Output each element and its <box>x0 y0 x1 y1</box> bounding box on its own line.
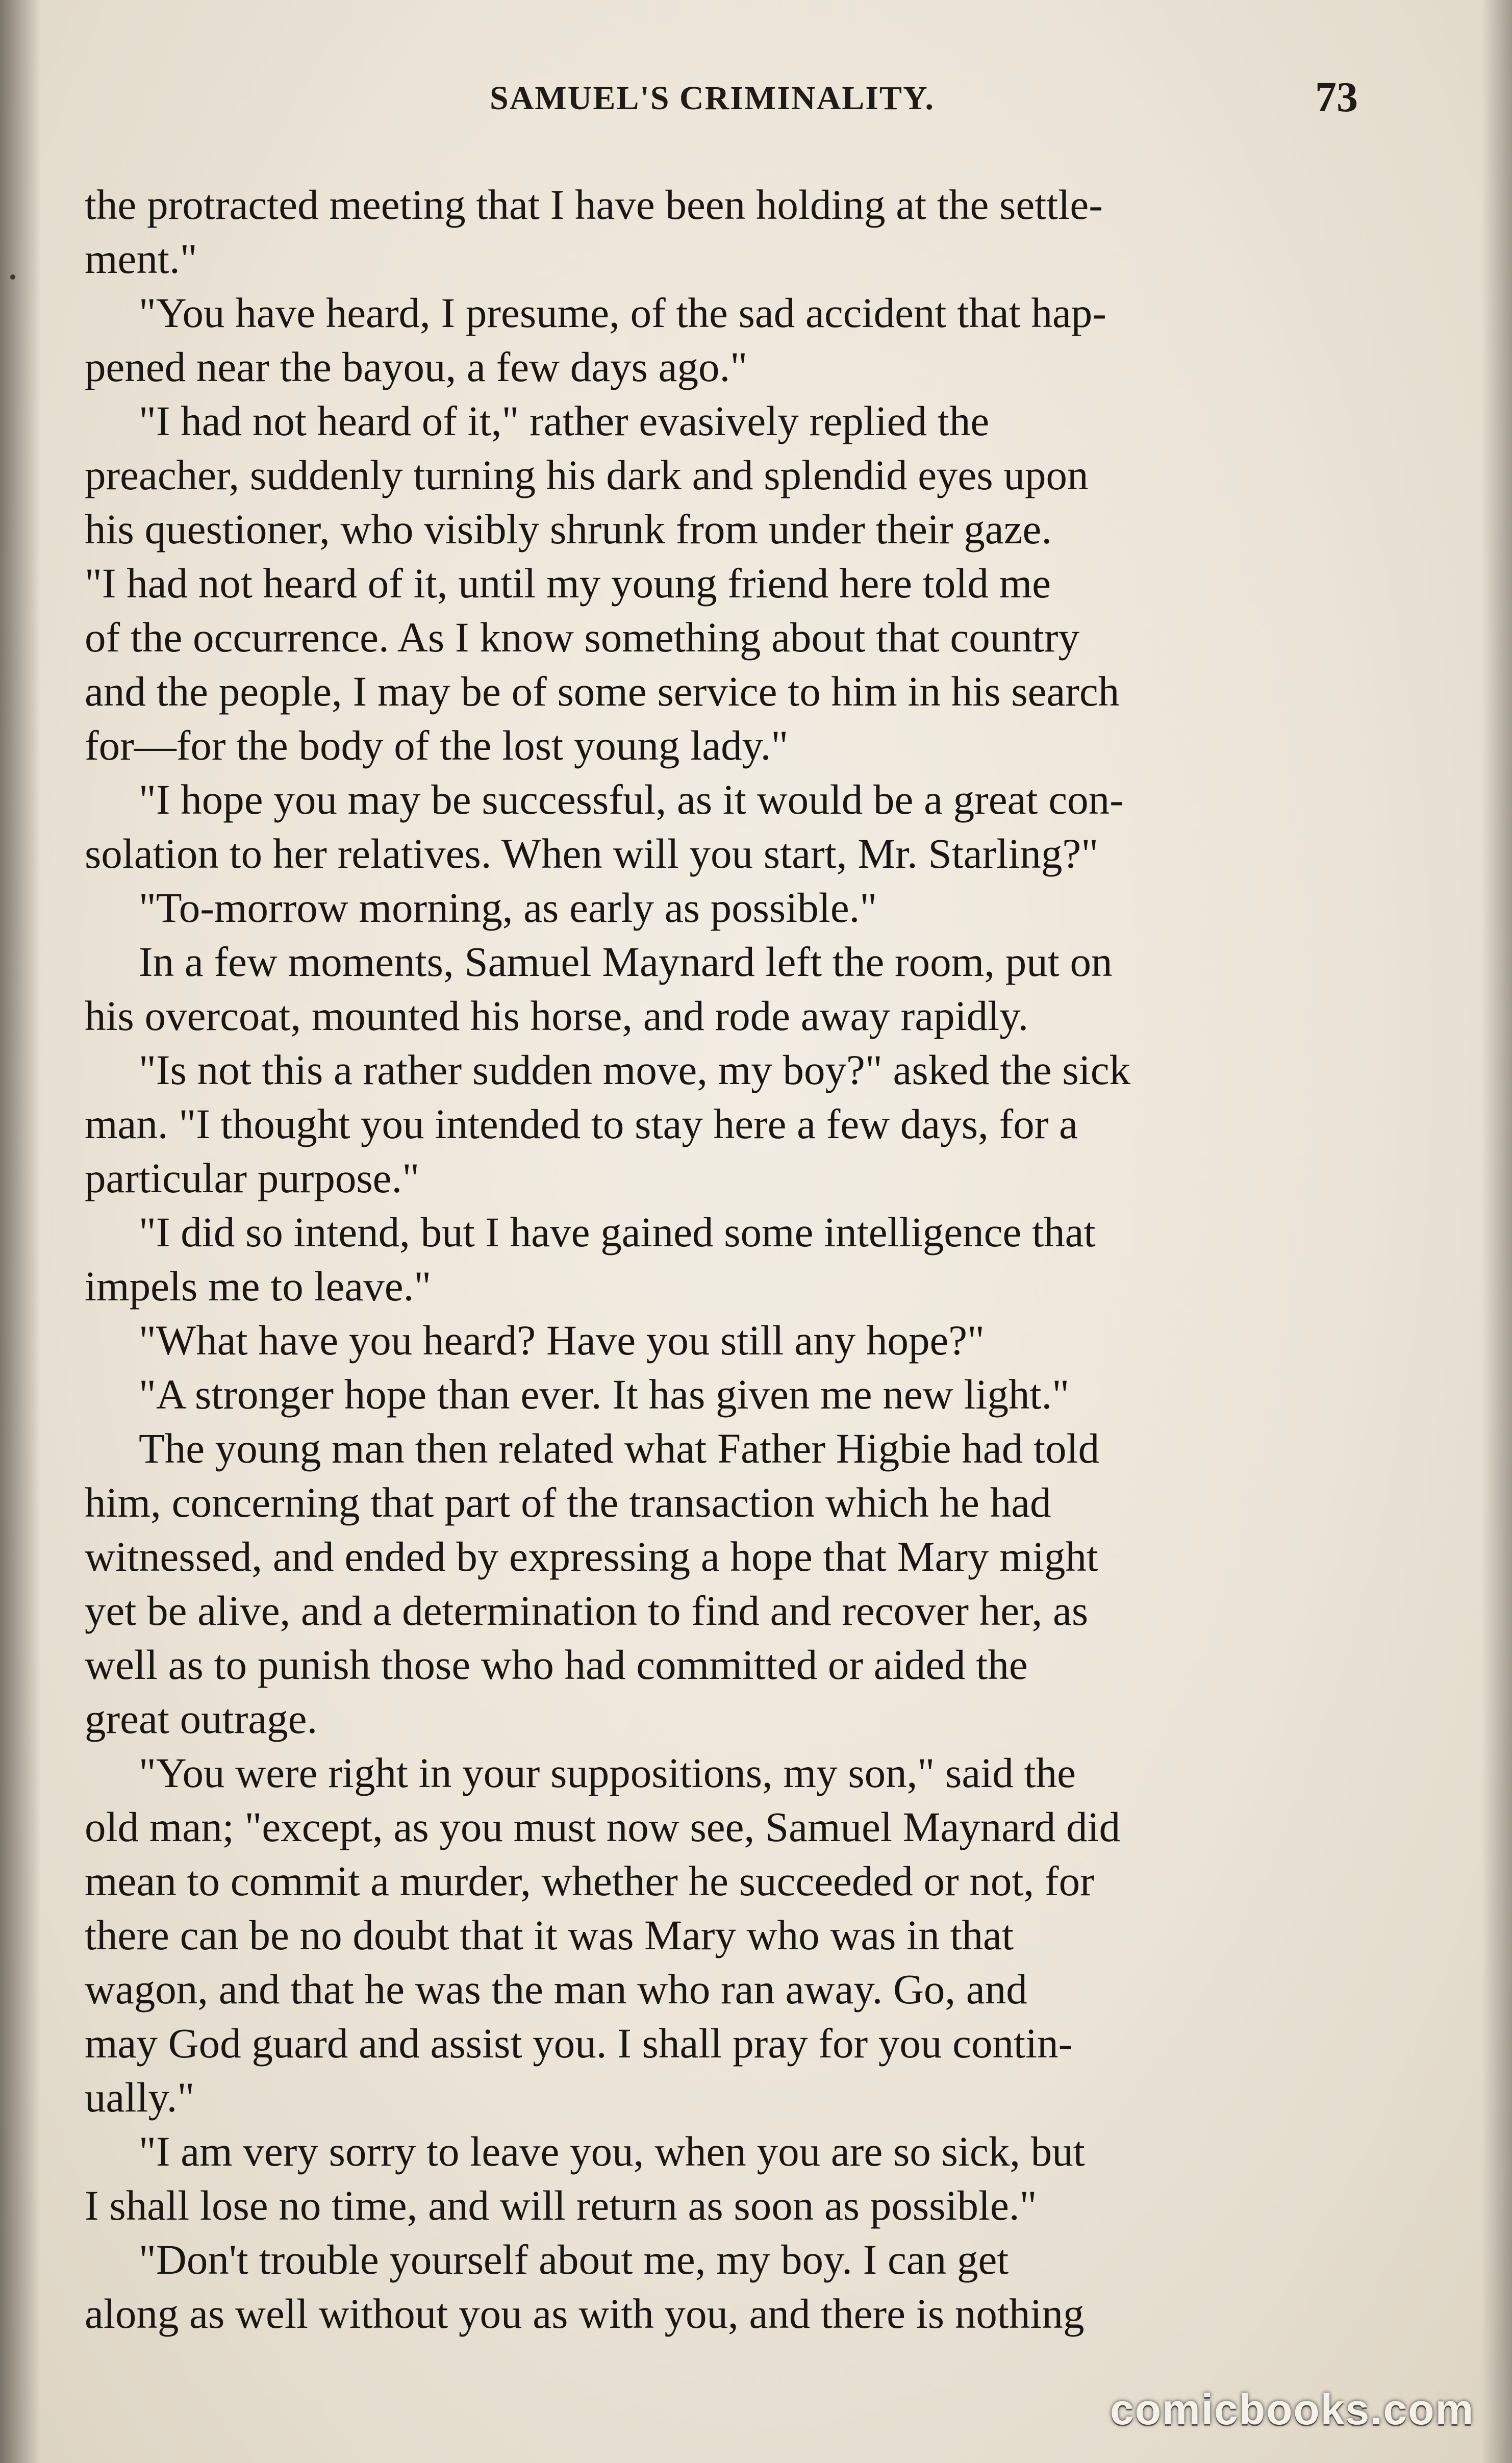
page-number: 73 <box>1315 73 1358 121</box>
body-line: of the occurrence. As I know something about that country <box>85 614 1079 661</box>
body-line: solation to her relatives. When will you start, Mr. Starling?" <box>85 830 1099 877</box>
ink-spot <box>10 274 15 280</box>
body-line: "What have you heard? Have you still any hope?" <box>139 1317 985 1364</box>
running-head: SAMUEL'S CRIMINALITY. <box>490 80 935 117</box>
body-line: I shall lose no time, and will return as soon as possible." <box>85 2182 1037 2229</box>
body-line: "I had not heard of it, until my young friend here told me <box>85 560 1051 607</box>
body-line: yet be alive, and a determination to find and recover her, as <box>85 1587 1089 1634</box>
body-line: him, concerning that part of the transaction which he had <box>85 1479 1051 1526</box>
body-line: "You were right in your suppositions, my son," said the <box>139 1749 1076 1796</box>
body-line: ually." <box>85 2074 195 2121</box>
body-line: great outrage. <box>85 1695 318 1742</box>
body-line: "I hope you may be successful, as it would be a great con- <box>139 776 1124 823</box>
body-line: well as to punish those who had committed or aided the <box>85 1641 1028 1688</box>
body-line: "I had not heard of it," rather evasively replied the <box>139 397 990 444</box>
body-line: ment." <box>85 235 197 282</box>
watermark: comicbooks.com <box>1110 2385 1475 2433</box>
page-gutter-shadow <box>0 0 41 2463</box>
body-line: for—for the body of the lost young lady." <box>85 722 789 769</box>
body-line: may God guard and assist you. I shall pray for you contin- <box>85 2020 1073 2067</box>
body-line: man. "I thought you intended to stay here a few days, for a <box>85 1100 1078 1147</box>
body-line: "You have heard, I presume, of the sad accident that hap- <box>139 289 1106 336</box>
body-line: his overcoat, mounted his horse, and rode away rapidly. <box>85 992 1029 1039</box>
body-line: "I did so intend, but I have gained some intelligence that <box>139 1209 1096 1255</box>
body-line: In a few moments, Samuel Maynard left the room, put on <box>139 938 1113 985</box>
body-line: old man; "except, as you must now see, Samuel Maynard did <box>85 1803 1121 1850</box>
body-line: "To-morrow morning, as early as possible." <box>139 884 877 931</box>
body-line: and the people, I may be of some service to him in his search <box>85 668 1120 715</box>
body-line: his questioner, who visibly shrunk from under their gaze. <box>85 506 1052 552</box>
body-line: mean to commit a murder, whether he succeeded or not, for <box>85 1857 1094 1904</box>
body-line: The young man then related what Father Higbie had told <box>139 1425 1100 1472</box>
body-line: "Is not this a rather sudden move, my boy?" asked the sick <box>139 1046 1131 1093</box>
body-line: preacher, suddenly turning his dark and splendid eyes upon <box>85 451 1089 498</box>
body-line: the protracted meeting that I have been holding at the settle- <box>85 181 1103 228</box>
body-line: particular purpose." <box>85 1154 420 1201</box>
body-line: along as well without you as with you, and there is nothing <box>85 2290 1085 2337</box>
body-line: pened near the bayou, a few days ago." <box>85 343 748 390</box>
body-line: wagon, and that he was the man who ran away. Go, and <box>85 1966 1027 2013</box>
body-line: "A stronger hope than ever. It has given me new light." <box>139 1371 1070 1418</box>
body-line: there can be no doubt that it was Mary who was in that <box>85 1912 1014 1958</box>
body-line: "I am very sorry to leave you, when you are so sick, but <box>139 2128 1085 2175</box>
body-line: "Don't trouble yourself about me, my boy. I can get <box>139 2236 1009 2283</box>
body-line: witnessed, and ended by expressing a hope that Mary might <box>85 1533 1098 1580</box>
body-line: impels me to leave." <box>85 1263 432 1310</box>
